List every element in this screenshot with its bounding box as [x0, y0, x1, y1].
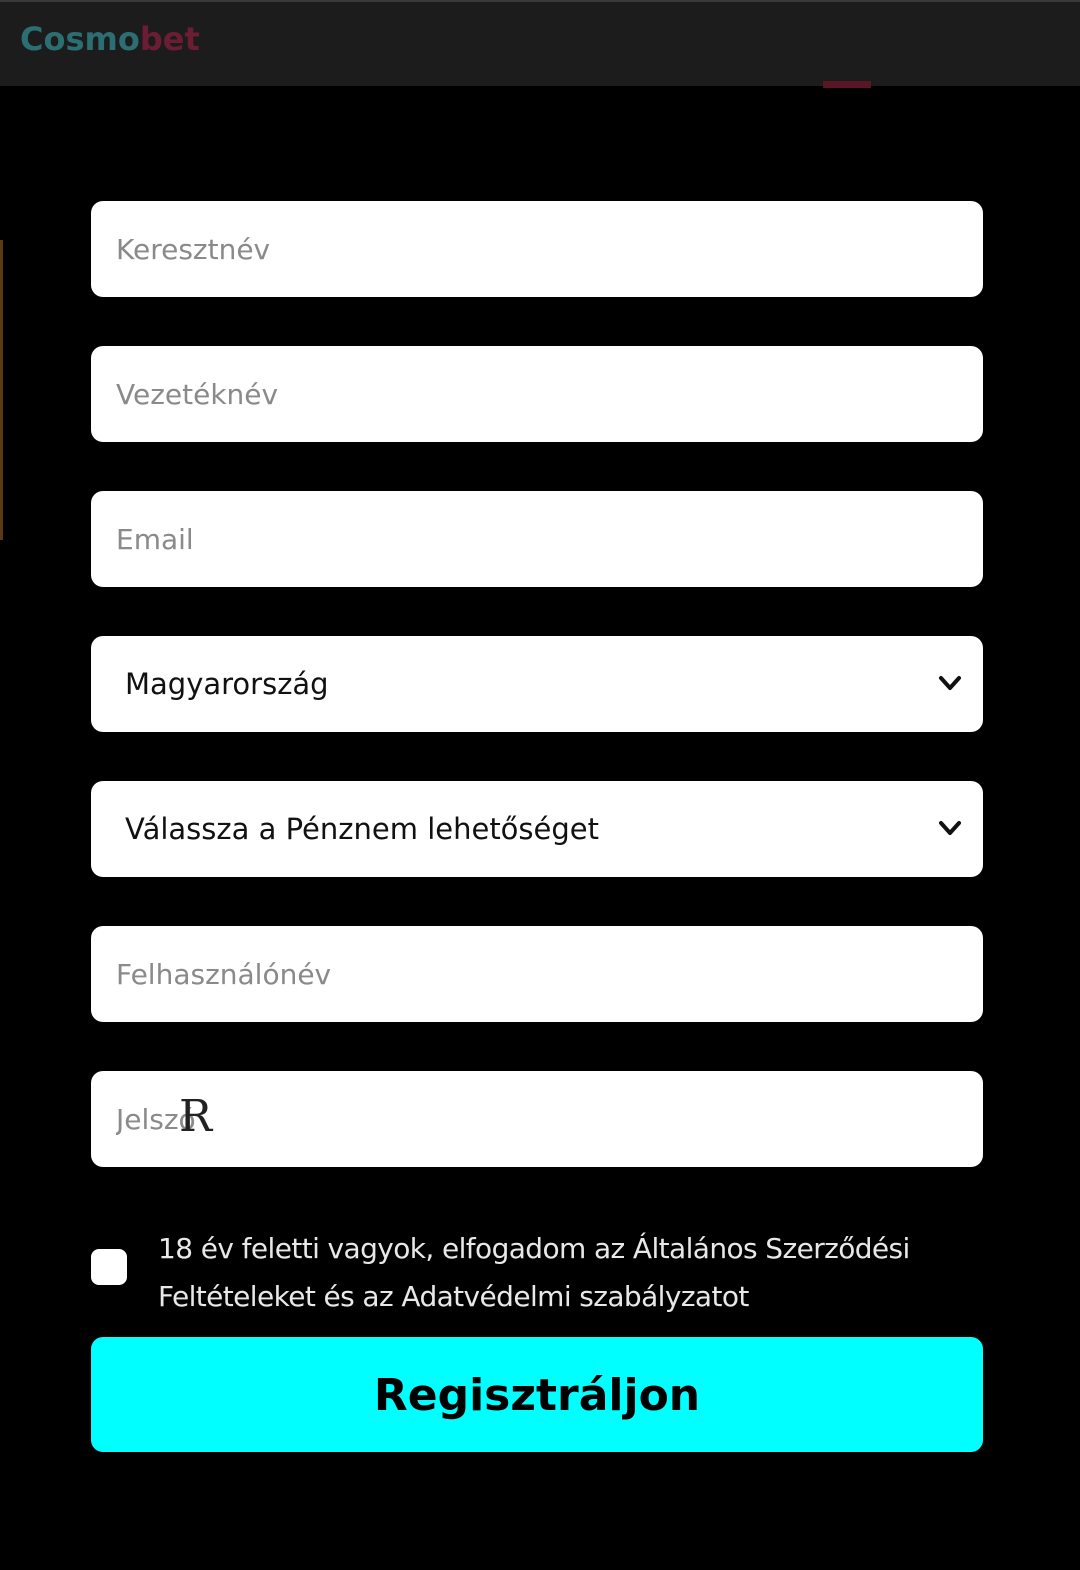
- mouse-cursor-icon: R: [179, 1091, 213, 1142]
- terms-checkbox[interactable]: [91, 1249, 127, 1285]
- top-bar: [0, 0, 1080, 86]
- currency-select[interactable]: [91, 781, 983, 877]
- password-input[interactable]: [91, 1071, 983, 1167]
- currency-select-value: Válassza a Pénznem lehetőséget: [125, 812, 599, 846]
- register-button[interactable]: Regisztráljon: [91, 1337, 983, 1452]
- first-name-input[interactable]: [91, 201, 983, 297]
- last-name-field-box: [91, 346, 983, 442]
- last-name-input[interactable]: [91, 346, 983, 442]
- email-field-box: [91, 491, 983, 587]
- password-field-box: [91, 1071, 983, 1167]
- username-input[interactable]: [91, 926, 983, 1022]
- active-tab-indicator: [823, 81, 871, 88]
- side-panel-edge: [0, 240, 3, 540]
- username-field-box: [91, 926, 983, 1022]
- cosmobet-logo[interactable]: [20, 20, 200, 58]
- terms-label: 18 év feletti vagyok, elfogadom az Általános Szerződési Feltételeket és az Adatvédelmi szabályzatot: [158, 1232, 910, 1313]
- logo-text-bet: bet: [139, 20, 200, 58]
- chevron-down-icon: [937, 815, 963, 841]
- logo-text-cosmo: Cosmo: [20, 20, 140, 58]
- first-name-field-box: [91, 201, 983, 297]
- terms-consent-row: [91, 1225, 983, 1315]
- country-select-value: Magyarország: [125, 667, 329, 701]
- chevron-down-icon: [937, 670, 963, 696]
- country-select[interactable]: [91, 636, 983, 732]
- email-input[interactable]: [91, 491, 983, 587]
